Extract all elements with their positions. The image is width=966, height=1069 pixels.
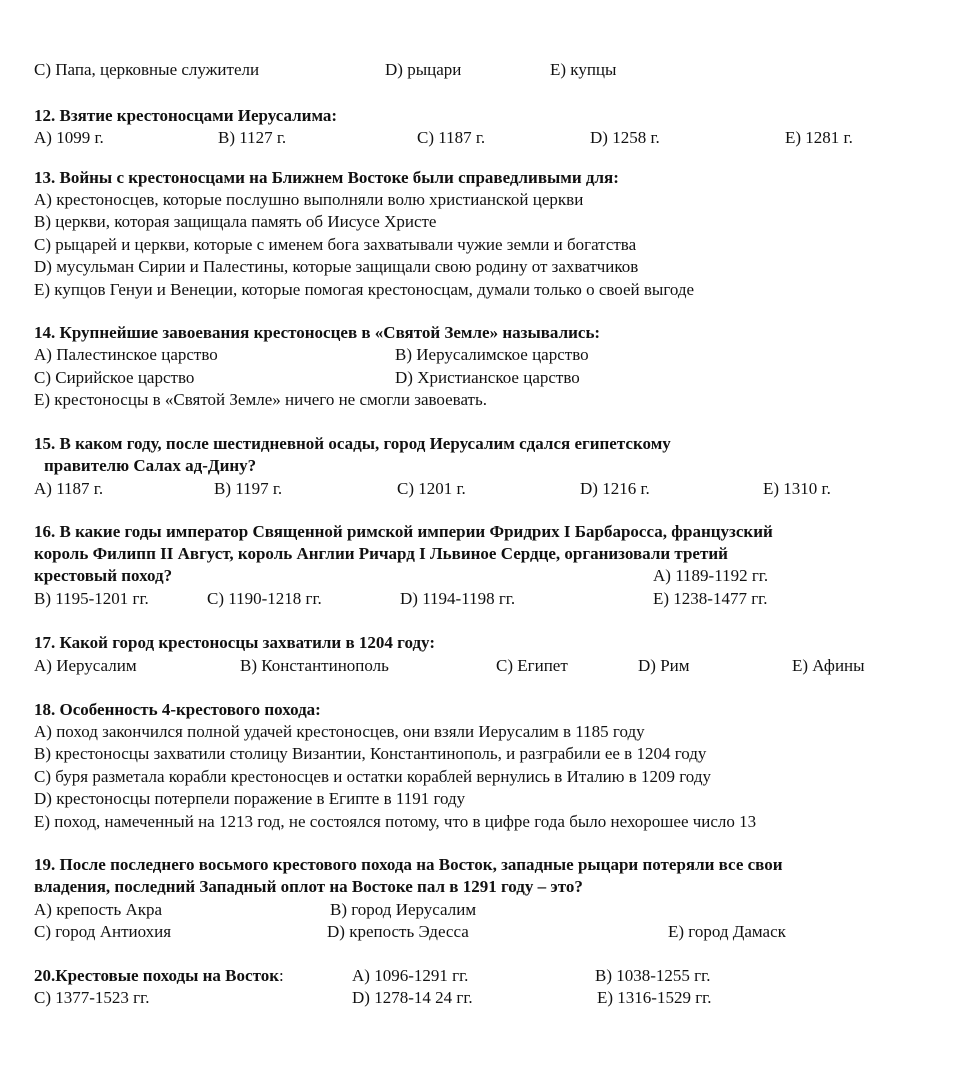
q20-option-c: C) 1377-1523 гг. xyxy=(34,988,150,1007)
q20-title-text: 20.Крестовые походы на Восток xyxy=(34,966,279,985)
q19-title-line1: 19. После последнего восьмого крестового похода на Восток, западные рыцари потеряли все свои xyxy=(34,855,783,874)
q17-option-d: D) Рим xyxy=(638,656,690,675)
q11-option-e: E) купцы xyxy=(550,60,617,79)
q17-option-c: C) Египет xyxy=(496,656,568,675)
q17-title: 17. Какой город крестоносцы захватили в 1204 году: xyxy=(34,633,435,652)
q20-option-e: E) 1316-1529 гг. xyxy=(597,988,712,1007)
q20-option-b: B) 1038-1255 гг. xyxy=(595,966,711,985)
q14-option-b: B) Иерусалимское царство xyxy=(395,345,589,364)
q15-title-line1: 15. В каком году, после шестидневной осады, город Иерусалим сдался египетскому xyxy=(34,434,671,453)
q16-title-line2: король Филипп II Август, король Англии Ричард I Львиное Сердце, организовали третий xyxy=(34,544,728,563)
q15-option-c: C) 1201 г. xyxy=(397,479,466,498)
q12-option-e: E) 1281 г. xyxy=(785,128,853,147)
q16-option-d: D) 1194-1198 гг. xyxy=(400,589,516,608)
q11-option-c: C) Папа, церковные служители xyxy=(34,60,260,79)
q15-title-line2: правителю Салах ад-Дину? xyxy=(44,456,257,475)
q12-option-a: A) 1099 г. xyxy=(34,128,104,147)
q18-option-a: A) поход закончился полной удачей крестоносцев, они взяли Иерусалим в 1185 году xyxy=(34,722,645,741)
q16-title-line1: 16. В какие годы император Священной римской империи Фридрих I Барбаросса, французский xyxy=(34,522,773,541)
q17-option-b: B) Константинополь xyxy=(240,656,389,675)
q18-option-c: C) буря разметала корабли крестоносцев и остатки кораблей вернулись в Италию в 1209 году xyxy=(34,767,711,786)
q15-option-e: E) 1310 г. xyxy=(763,479,831,498)
q19-option-b: B) город Иерусалим xyxy=(330,900,477,919)
q19-option-d: D) крепость Эдесса xyxy=(327,922,469,941)
q17-option-a: A) Иерусалим xyxy=(34,656,137,675)
q13-option-a: A) крестоносцев, которые послушно выполняли волю христианской церкви xyxy=(34,190,584,209)
q19-title-line2: владения, последний Западный оплот на Востоке пал в 1291 году – это? xyxy=(34,877,583,896)
q18-option-b: B) крестоносцы захватили столицу Византии, Константинополь, и разграбили ее в 1204 году xyxy=(34,744,707,763)
q18-option-e: E) поход, намеченный на 1213 год, не состоялся потому, что в цифре года было нехорошее число 13 xyxy=(34,812,757,831)
q15-option-a: A) 1187 г. xyxy=(34,479,104,498)
q20-title xyxy=(34,966,284,986)
q13-option-b: B) церкви, которая защищала память об Иисусе Христе xyxy=(34,212,437,231)
q13-option-c: C) рыцарей и церкви, которые с именем бога захватывали чужие земли и богатства xyxy=(34,235,637,254)
q19-option-a: A) крепость Акра xyxy=(34,900,163,919)
q12-option-b: B) 1127 г. xyxy=(218,128,287,147)
q15-option-b: B) 1197 г. xyxy=(214,479,283,498)
q16-option-a: A) 1189-1192 гг. xyxy=(653,566,769,585)
q17-option-e: E) Афины xyxy=(792,656,865,675)
q19-option-c: C) город Антиохия xyxy=(34,922,172,941)
q14-option-e: E) крестоносцы в «Святой Земле» ничего не смогли завоевать. xyxy=(34,390,487,409)
q15-option-d: D) 1216 г. xyxy=(580,479,650,498)
q20-title-colon: : xyxy=(279,966,284,985)
q13-option-d: D) мусульман Сирии и Палестины, которые защищали свою родину от захватчиков xyxy=(34,257,639,276)
q14-option-c: C) Сирийское царство xyxy=(34,368,195,387)
q11-option-d: D) рыцари xyxy=(385,60,462,79)
q14-option-d: D) Христианское царство xyxy=(395,368,580,387)
q16-option-e: E) 1238-1477 гг. xyxy=(653,589,768,608)
q12-option-d: D) 1258 г. xyxy=(590,128,660,147)
q20-option-a: A) 1096-1291 гг. xyxy=(352,966,469,985)
q20-option-d: D) 1278-14 24 гг. xyxy=(352,988,473,1007)
q12-option-c: C) 1187 г. xyxy=(417,128,486,147)
q14-title: 14. Крупнейшие завоевания крестоносцев в «Святой Земле» назывались: xyxy=(34,323,601,342)
q12-title: 12. Взятие крестоносцами Иерусалима: xyxy=(34,106,338,125)
q18-title: 18. Особенность 4-крестового похода: xyxy=(34,700,321,719)
q14-option-a: A) Палестинское царство xyxy=(34,345,218,364)
q16-title-line3: крестовый поход? xyxy=(34,566,173,585)
q19-option-e: E) город Дамаск xyxy=(668,922,786,941)
q13-title: 13. Войны с крестоносцами на Ближнем Востоке были справедливыми для: xyxy=(34,168,619,187)
q13-option-e: E) купцов Генуи и Венеции, которые помогая крестоносцам, думали только о своей выгоде xyxy=(34,280,695,299)
q18-option-d: D) крестоносцы потерпели поражение в Египте в 1191 году xyxy=(34,789,466,808)
q16-option-c: C) 1190-1218 гг. xyxy=(207,589,322,608)
q16-option-b: B) 1195-1201 гг. xyxy=(34,589,149,608)
